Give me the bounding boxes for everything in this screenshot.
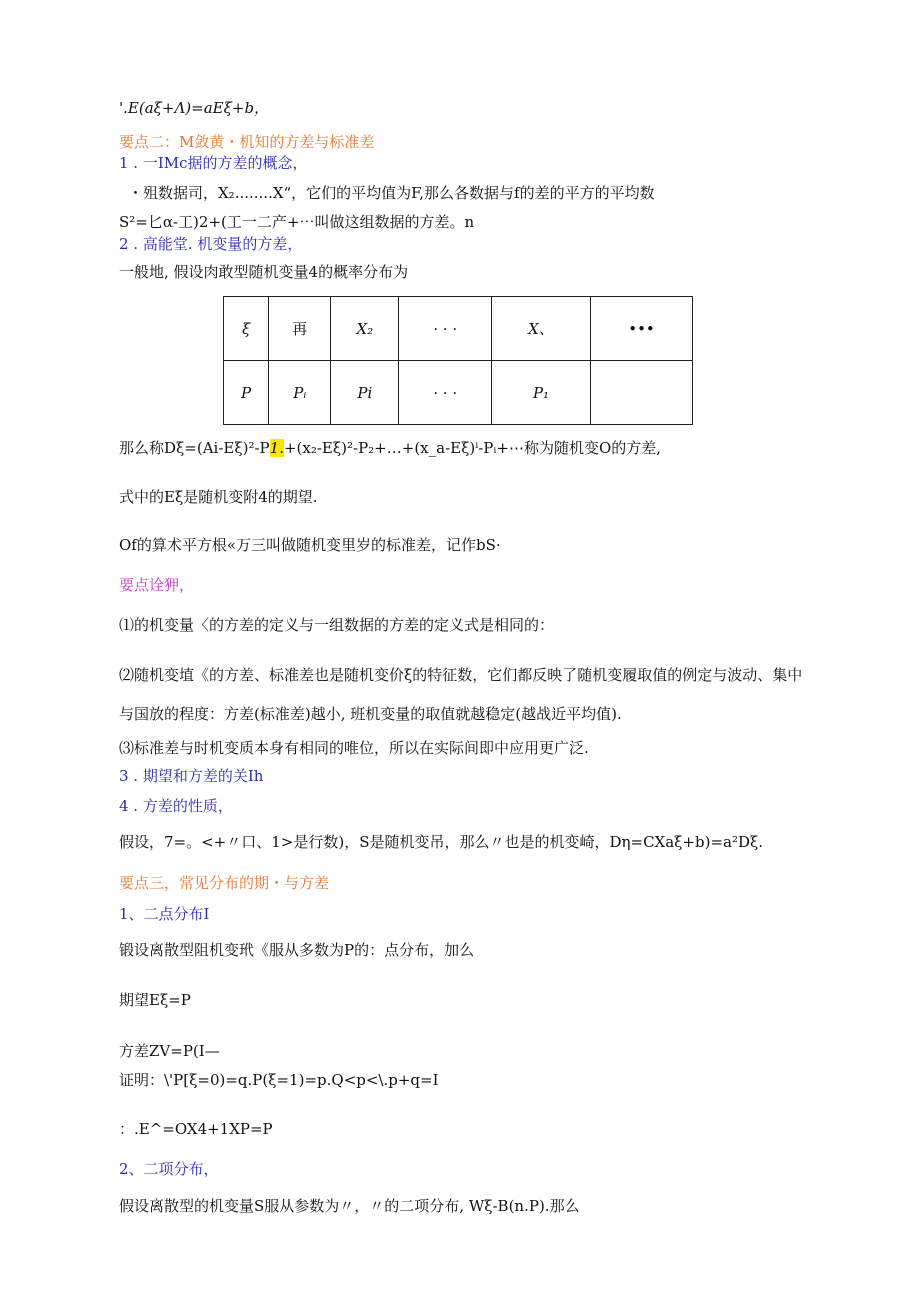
note-2-continued: 与国放的程度：方差(标准差)越小, 班机变量的取值就越稳定(越战近平均值). bbox=[119, 705, 622, 723]
paragraph-binomial-intro: 假设离散型的机变量S服从参数为〃，〃的二项分布, Wξ-B(n.P).那么 bbox=[119, 1197, 580, 1215]
table-cell: X、 bbox=[492, 297, 591, 361]
paragraph-variance-data: ・殂数据司，X₂........X“，它们的平均值为F,那么各数据与f的差的平方的平均数 bbox=[128, 184, 655, 202]
table-row bbox=[224, 361, 693, 425]
table-cell: P bbox=[224, 361, 269, 425]
note-2: ⑵随机变埴《的方差、标准差也是随机变价ξ的特征数，它们都反映了随机变履取值的例定与波动、集中 bbox=[119, 666, 803, 684]
section-heading-3: 要点三，常见分布的期・与方差 bbox=[119, 874, 330, 892]
formula-variance-p: 方差ZV=P(I— bbox=[119, 1042, 220, 1060]
table-cell: X₂ bbox=[331, 297, 399, 361]
paragraph-two-point-intro: 锻设离散型阻机变玳《服从多数为P的：点分布，加么 bbox=[119, 941, 475, 959]
formula-part: 那么称Dξ=(Ai-Eξ)²-P bbox=[119, 439, 270, 457]
subsection-3: 3 . 期望和方差的关Ih bbox=[119, 767, 264, 785]
paragraph-standard-deviation: Of的算术平方根«万三叫做随机变里岁的标准差，记作bS· bbox=[119, 536, 501, 554]
subsection-4: 4 . 方差的性质， bbox=[119, 797, 233, 815]
formula-part: +(x₂-Eξ)²-P₂+…+(x_a-Eξ)ⁱ-Pᵢ+⋯称为随机变O的方差, bbox=[283, 439, 662, 457]
formula-expectation-p: 期望Eξ=P bbox=[119, 991, 191, 1009]
topic-two-point-distribution: 1、二点分布I bbox=[119, 905, 210, 923]
paragraph-variance-property: 假设，7=。<+〃口、1>是行数)，S是随机变吊，那么〃也是的机变崎，Dη=CXaξ+b)=a²Dξ. bbox=[119, 833, 764, 851]
section-heading-2: 要点二：M敛黄・机知的方差与标准差 bbox=[119, 133, 375, 151]
subsection-2: 2 . 高能堂. 机变量的方差， bbox=[119, 235, 303, 253]
proof-line: 证明：\'P[ξ=0)=q.P(ξ=1)=p.Q<p<\.p+q=I bbox=[119, 1071, 439, 1089]
topic-binomial-distribution: 2、二项分布， bbox=[119, 1160, 219, 1178]
formula-sample-variance: S²=匕α-工)2+(工一二产+⋯叫做这组数据的方差。n bbox=[119, 213, 475, 231]
subsection-1: 1 . 一IMc据的方差的概念， bbox=[119, 154, 308, 172]
table-cell: ••• bbox=[591, 297, 693, 361]
formula-variance-definition bbox=[119, 438, 661, 458]
table-cell: ξ bbox=[224, 297, 269, 361]
table-cell: Pi bbox=[331, 361, 399, 425]
formula-expectation-linearity: '.E(aξ+Λ)=aEξ+b， bbox=[119, 99, 270, 117]
table-cell: 再 bbox=[269, 297, 331, 361]
table-cell: · · · bbox=[399, 361, 492, 425]
notes-heading: 要点诠狎， bbox=[119, 576, 195, 594]
paragraph-distribution-intro: 一般地, 假设肉敢型随机变量4的概率分布为 bbox=[119, 263, 409, 281]
paragraph-expectation-note: 式中的Eξ是随机变附4的期望. bbox=[119, 488, 318, 506]
table-row bbox=[224, 297, 693, 361]
proof-expectation: ：.E^=OX4+1XP=P bbox=[119, 1120, 273, 1138]
table-cell bbox=[591, 361, 693, 425]
table-cell: · · · bbox=[399, 297, 492, 361]
highlighted-term: 1. bbox=[269, 439, 284, 457]
note-1: ⑴的机变量〈的方差的定义与一组数据的方差的定义式是相同的： bbox=[119, 616, 555, 634]
table-cell: P₁ bbox=[492, 361, 591, 425]
table-cell: Pᵢ bbox=[269, 361, 331, 425]
note-3: ⑶标准差与时机变质本身有相同的唯位，所以在实际间即中应用更广泛. bbox=[119, 739, 589, 757]
probability-distribution-table bbox=[223, 296, 693, 425]
